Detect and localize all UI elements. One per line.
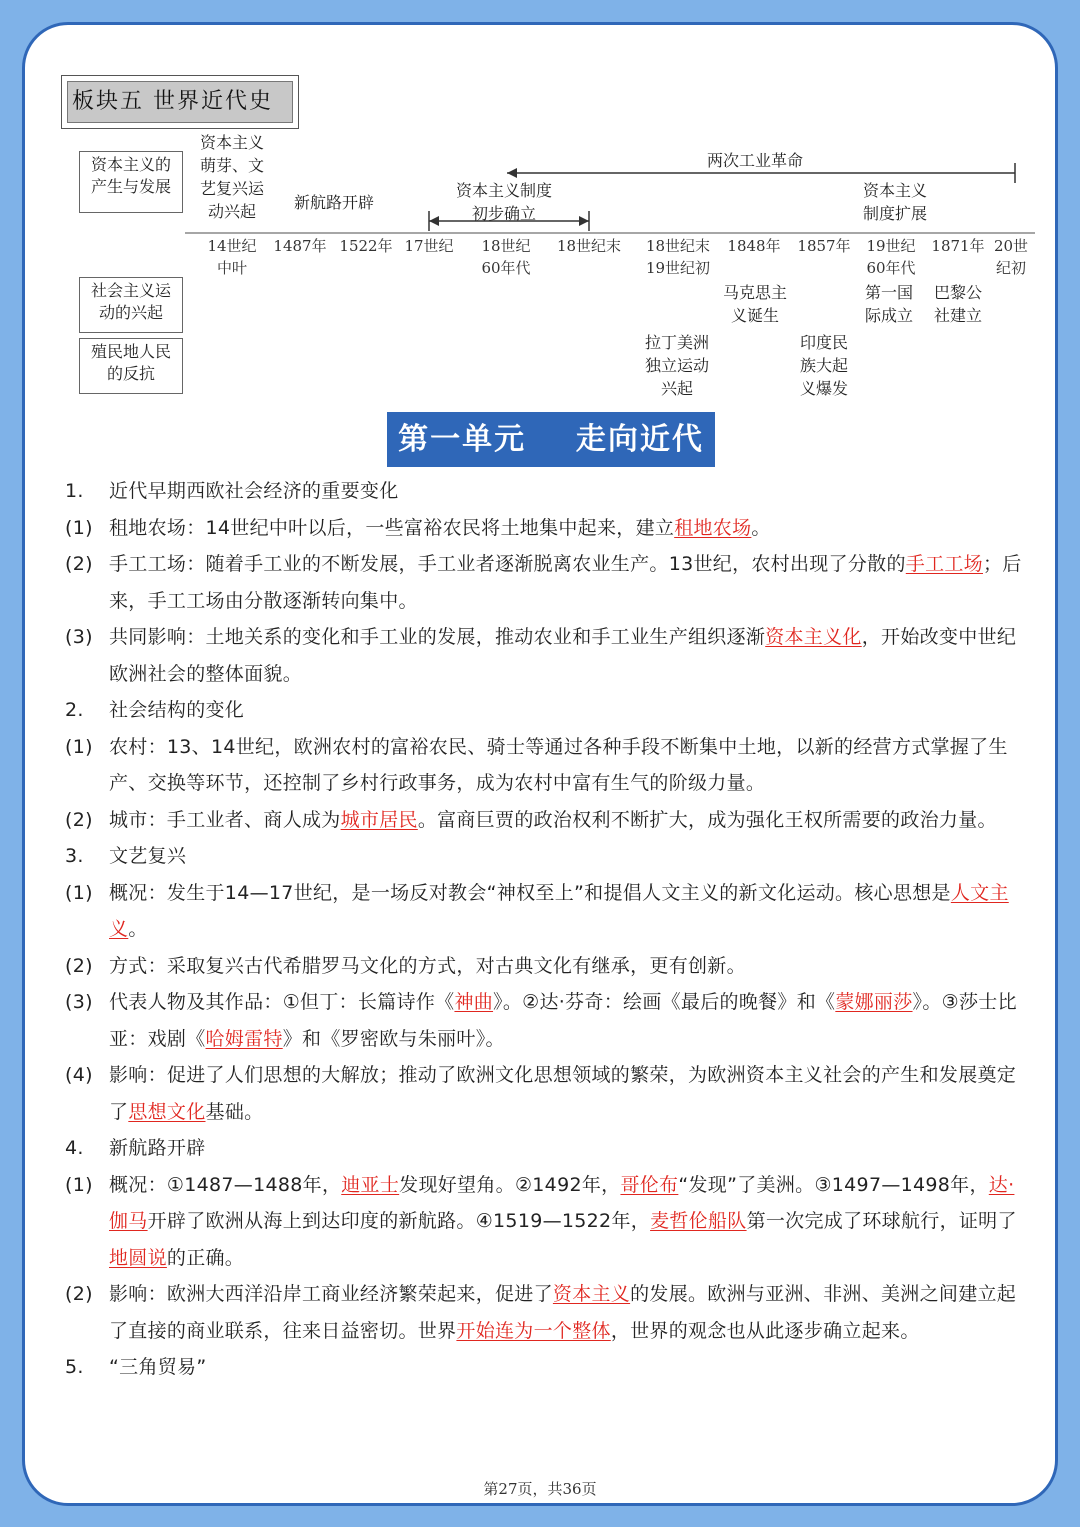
- paragraph-number: (1): [65, 735, 93, 758]
- answer-highlight: 手工工场: [905, 553, 983, 575]
- note-paragraph: [65, 1057, 1025, 1130]
- paragraph-number: (2): [65, 1283, 93, 1305]
- tick-1848: 1848年: [727, 237, 781, 255]
- event-new-sea-routes: 新航路开辟: [293, 193, 374, 212]
- note-paragraph: [65, 510, 1025, 547]
- note-paragraph: [65, 729, 1025, 802]
- event-first-international: 第一国 际成立: [864, 283, 913, 325]
- answer-highlight: 麦哲伦船队: [650, 1210, 747, 1232]
- paragraph-text: 基础。: [205, 1100, 264, 1123]
- section-title: 板块五 世界近代史: [67, 81, 293, 123]
- answer-highlight: 人文主义: [109, 881, 1009, 940]
- paragraph-text: “三角贸易”: [109, 1356, 207, 1378]
- tick-20c: 20世 纪初: [993, 237, 1029, 277]
- answer-highlight: 蒙娜丽莎: [835, 991, 913, 1013]
- paragraph-number: 1.: [65, 480, 84, 502]
- answer-highlight: 哈姆雷特: [205, 1027, 283, 1050]
- answer-highlight: 资本主义化: [765, 626, 862, 648]
- category-box-colonial-resistance: 殖民地人民 的反抗: [79, 338, 183, 394]
- unit-title: 第一单元 走向近代: [387, 412, 715, 467]
- event-capitalism-established: 资本主义制度 初步确立: [455, 181, 552, 223]
- paragraph-text: 租地农场：14世纪中叶以后，一些富裕农民将土地集中起来，建立: [109, 516, 675, 539]
- event-renaissance: 资本主义 萌芽、文 艺复兴运 动兴起: [199, 133, 264, 221]
- tick-18c-end: 18世纪末: [556, 237, 622, 255]
- note-paragraph: [65, 473, 1025, 510]
- tick-18c-60s: 18世纪 60年代: [481, 237, 531, 277]
- paragraph-text: 。: [128, 918, 148, 940]
- paragraph-number: (2): [65, 808, 93, 831]
- paragraph-text: ；后来，手工工场由分散逐渐转向集中。: [109, 553, 1022, 612]
- note-paragraph: [65, 984, 1025, 1057]
- paragraph-text: 的正确。: [166, 1246, 245, 1269]
- note-paragraph: [65, 875, 1025, 948]
- paragraph-text: 农村：13、14世纪，欧洲农村的富裕农民、骑士等通过各种手段不断集中土地，以新的经营方式掌握了生产、交换等环节，还控制了乡村行政事务，成为农村中富有生气的阶级力量。: [109, 735, 1008, 794]
- paragraph-number: 5.: [65, 1356, 84, 1378]
- paragraph-text: 概况：发生于14—17世纪，是一场反对教会“神权至上”和提倡人文主义的新文化运动。核心思想是: [109, 881, 951, 904]
- answer-highlight: 神曲: [454, 991, 494, 1013]
- event-latin-america-independence: 拉丁美洲 独立运动 兴起: [644, 333, 709, 398]
- answer-highlight: 达·伽马: [109, 1173, 1015, 1232]
- paragraph-text: 。: [751, 516, 771, 539]
- page-footer: 第27页，共36页: [483, 1480, 597, 1498]
- note-paragraph: [65, 802, 1025, 839]
- paragraph-text: ，世界的观念也从此逐步确立起来。: [610, 1319, 920, 1342]
- paragraph-text: 发现好望角。②1492年，: [399, 1173, 621, 1196]
- paragraph-text: 社会结构的变化: [109, 699, 245, 721]
- category-box-capitalism: 资本主义的 产生与发展: [79, 151, 183, 213]
- paragraph-text: 影响：欧洲大西洋沿岸工商业经济繁荣起来，促进了: [109, 1283, 553, 1305]
- paragraph-number: (4): [65, 1064, 93, 1086]
- paragraph-text: 共同影响：土地关系的变化和手工业的发展，推动农业和手工业生产组织逐渐: [109, 626, 766, 648]
- answer-highlight: 思想文化: [128, 1100, 206, 1123]
- paragraph-text: 开辟了欧洲从海上到达印度的新航路。④1519—1522年，: [147, 1210, 651, 1232]
- answer-highlight: 资本主义: [552, 1283, 631, 1305]
- paragraph-text: 影响：促进了人们思想的大解放；推动了欧洲文化思想领域的繁荣，为欧洲资本主义社会的产生和发展奠定了: [109, 1064, 1017, 1123]
- note-paragraph: [65, 1276, 1025, 1349]
- paragraph-number: (2): [65, 553, 93, 575]
- category-box-socialism: 社会主义运 动的兴起: [79, 277, 183, 333]
- note-paragraph: [65, 692, 1025, 729]
- tick-17c: 17世纪: [404, 237, 454, 255]
- paragraph-text: 概况：①1487—1488年，: [109, 1173, 342, 1196]
- note-paragraph: [65, 948, 1025, 985]
- paragraph-text: “发现”了美洲。③1497—1498年，: [678, 1173, 989, 1196]
- paragraph-text: 》。③莎士比亚：戏剧《: [109, 991, 1017, 1050]
- paragraph-text: 》和《罗密欧与朱丽叶》。: [282, 1027, 505, 1050]
- paragraph-text: 的发展。欧洲与亚洲、非洲、美洲之间建立起了直接的商业联系，往来日益密切。世界: [109, 1283, 1017, 1342]
- paragraph-text: 城市：手工业者、商人成为: [109, 808, 341, 831]
- paragraph-number: (3): [65, 991, 93, 1013]
- paragraph-text: 代表人物及其作品：①但丁：长篇诗作《: [109, 991, 455, 1013]
- answer-highlight: 城市居民: [340, 808, 418, 831]
- tick-1522: 1522年: [339, 237, 393, 255]
- paragraph-text: ，开始改变中世纪欧洲社会的整体面貌。: [109, 626, 1017, 685]
- tick-14c: 14世纪 中叶: [207, 237, 257, 277]
- timeline-lines: [25, 25, 1058, 265]
- event-marxism: 马克思主 义诞生: [722, 283, 787, 325]
- paragraph-text: 第一次完成了环球航行，证明了: [746, 1210, 1017, 1232]
- event-industrial-revolutions: 两次工业革命: [706, 151, 803, 170]
- note-paragraph: [65, 1167, 1025, 1277]
- answer-highlight: 租地农场: [674, 516, 752, 539]
- paragraph-text: 手工工场：随着手工业的不断发展，手工业者逐渐脱离农业生产。13世纪，农村出现了分散的: [109, 553, 906, 575]
- paragraph-number: (3): [65, 626, 93, 648]
- paragraph-text: 文艺复兴: [109, 845, 187, 867]
- tick-1857: 1857年: [797, 237, 851, 255]
- paragraph-number: (1): [65, 881, 93, 904]
- tick-1871: 1871年: [931, 237, 985, 255]
- notes-content: [65, 473, 1025, 1386]
- paragraph-text: 。富商巨贾的政治权利不断扩大，成为强化王权所需要的政治力量。: [417, 808, 997, 831]
- note-paragraph: [65, 1349, 1025, 1386]
- event-capitalism-expansion: 资本主义 制度扩展: [862, 181, 927, 223]
- paragraph-text: 新航路开辟: [109, 1137, 206, 1159]
- paragraph-text: 近代早期西欧社会经济的重要变化: [109, 480, 399, 502]
- tick-1487: 1487年: [273, 237, 327, 255]
- answer-highlight: 地圆说: [109, 1246, 167, 1269]
- tick-18-19c: 18世纪末 19世纪初: [645, 237, 711, 277]
- paragraph-number: 3.: [65, 845, 84, 867]
- note-paragraph: [65, 1130, 1025, 1167]
- note-paragraph: [65, 546, 1025, 619]
- answer-highlight: 开始连为一个整体: [456, 1319, 611, 1342]
- event-paris-commune: 巴黎公 社建立: [933, 283, 982, 325]
- paragraph-number: 4.: [65, 1137, 84, 1159]
- paragraph-number: (1): [65, 1173, 93, 1196]
- tick-19c-60s: 19世纪 60年代: [866, 237, 916, 277]
- event-indian-uprising: 印度民 族大起 义爆发: [799, 333, 848, 398]
- answer-highlight: 迪亚士: [341, 1173, 400, 1196]
- page-sheet: [22, 22, 1058, 1506]
- answer-highlight: 哥伦布: [620, 1173, 679, 1196]
- paragraph-number: (2): [65, 954, 93, 977]
- note-paragraph: [65, 838, 1025, 875]
- note-paragraph: [65, 619, 1025, 692]
- paragraph-number: (1): [65, 516, 93, 539]
- paragraph-number: 2.: [65, 699, 84, 721]
- paragraph-text: 》。②达·芬奇：绘画《最后的晚餐》和《: [493, 991, 836, 1013]
- paragraph-text: 方式：采取复兴古代希腊罗马文化的方式，对古典文化有继承，更有创新。: [109, 954, 746, 977]
